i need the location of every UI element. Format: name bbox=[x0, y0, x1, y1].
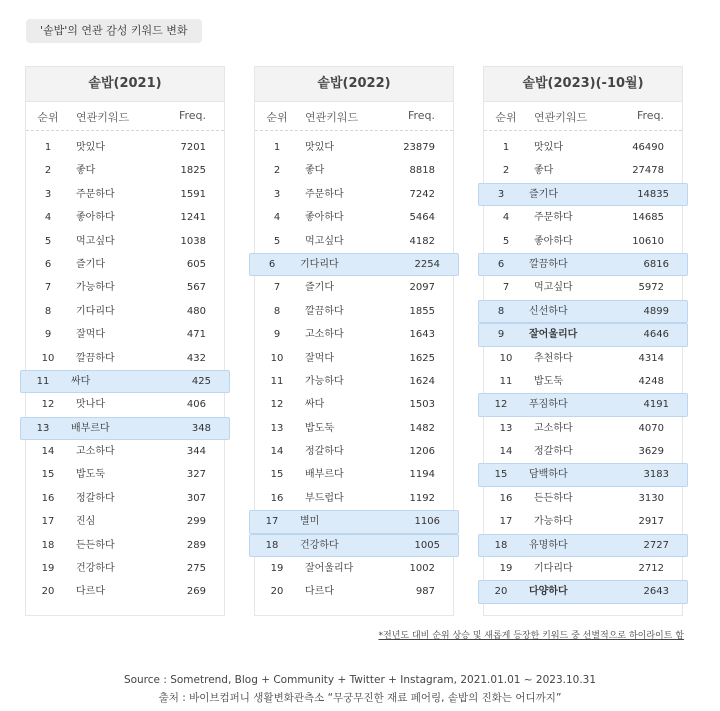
freq-cell: 23879 bbox=[403, 142, 435, 153]
keyword-cell: 밥도둑 bbox=[76, 469, 105, 481]
table-row bbox=[26, 300, 224, 323]
freq-header: Freq. bbox=[178, 109, 206, 122]
table-row bbox=[26, 347, 224, 370]
table-row bbox=[255, 276, 453, 299]
table-row bbox=[255, 393, 453, 416]
highlighted-table-row bbox=[478, 534, 688, 557]
keyword-cell: 잘먹다 bbox=[305, 352, 334, 364]
keyword-cell: 배부르다 bbox=[71, 422, 110, 434]
freq-cell: 1825 bbox=[180, 165, 206, 177]
freq-cell: 1005 bbox=[414, 539, 440, 551]
keyword-cell: 건강하다 bbox=[300, 539, 339, 551]
rank-cell: 7 bbox=[44, 282, 52, 294]
keyword-cell: 고소하다 bbox=[534, 422, 573, 434]
table-row bbox=[255, 159, 453, 182]
rank-cell: 3 bbox=[44, 188, 52, 200]
keyword-cell: 담백하다 bbox=[529, 469, 568, 481]
keyword-cell: 좋다 bbox=[76, 165, 96, 177]
table-row bbox=[26, 580, 224, 603]
freq-cell: 344 bbox=[186, 446, 206, 458]
table-row bbox=[255, 557, 453, 580]
header-tag: '솥밥'의 연관 감성 키워드 변화 bbox=[26, 19, 202, 43]
rank-header: 순위 bbox=[37, 111, 59, 124]
keyword-cell: 든든하다 bbox=[76, 539, 115, 551]
freq-cell: 4191 bbox=[643, 399, 669, 411]
rank-header: 순위 bbox=[266, 111, 288, 124]
keyword-cell: 잘어울리다 bbox=[305, 563, 354, 575]
highlighted-table-row bbox=[478, 183, 688, 206]
rank-cell: 19 bbox=[270, 563, 284, 575]
freq-cell: 2727 bbox=[643, 539, 669, 551]
rank-cell: 14 bbox=[499, 446, 513, 458]
freq-cell: 299 bbox=[186, 516, 206, 528]
table-row bbox=[484, 487, 682, 510]
rank-cell: 6 bbox=[268, 258, 276, 270]
rank-cell: 8 bbox=[44, 305, 52, 317]
rank-cell: 3 bbox=[497, 188, 505, 200]
freq-cell: 5464 bbox=[409, 212, 435, 224]
rank-cell: 13 bbox=[36, 422, 50, 434]
freq-cell: 307 bbox=[186, 492, 206, 504]
rank-cell: 15 bbox=[270, 469, 284, 481]
rank-cell: 10 bbox=[499, 352, 513, 364]
table-row bbox=[255, 347, 453, 370]
keyword-cell: 싸다 bbox=[305, 399, 325, 411]
freq-cell: 3183 bbox=[643, 469, 669, 481]
table-row bbox=[484, 230, 682, 253]
rank-cell: 7 bbox=[502, 282, 510, 294]
keyword-cell: 다르다 bbox=[76, 586, 105, 598]
freq-header: Freq. bbox=[636, 109, 664, 122]
freq-cell: 4899 bbox=[643, 305, 669, 317]
table-row bbox=[255, 206, 453, 229]
rank-cell: 11 bbox=[270, 375, 284, 387]
keyword-cell: 기다리다 bbox=[76, 305, 115, 317]
rank-cell: 5 bbox=[44, 235, 52, 247]
table-row bbox=[484, 206, 682, 229]
freq-cell: 1591 bbox=[180, 188, 206, 200]
keyword-cell: 먹고싶다 bbox=[305, 235, 344, 247]
freq-cell: 1482 bbox=[409, 422, 435, 434]
keyword-cell: 맛나다 bbox=[76, 399, 105, 411]
rank-cell: 6 bbox=[497, 258, 505, 270]
freq-cell: 4314 bbox=[638, 352, 664, 364]
keyword-cell: 다르다 bbox=[305, 586, 334, 598]
keyword-cell: 정갈하다 bbox=[76, 492, 115, 504]
highlighted-table-row bbox=[20, 370, 230, 393]
table-row bbox=[26, 230, 224, 253]
table-row bbox=[26, 393, 224, 416]
table-row bbox=[484, 440, 682, 463]
keyword-cell: 잘먹다 bbox=[76, 329, 105, 341]
table-row bbox=[255, 487, 453, 510]
keyword-cell: 가능하다 bbox=[76, 282, 115, 294]
table-row bbox=[255, 136, 453, 159]
rank-cell: 6 bbox=[44, 258, 52, 270]
table-row bbox=[484, 417, 682, 440]
table-title: 솥밥(2022) bbox=[255, 67, 453, 102]
rank-cell: 4 bbox=[502, 212, 510, 224]
freq-cell: 1192 bbox=[409, 492, 435, 504]
keyword-cell: 밥도둑 bbox=[305, 422, 334, 434]
freq-cell: 480 bbox=[186, 305, 206, 317]
keyword-cell: 즐기다 bbox=[529, 188, 558, 200]
highlighted-table-row bbox=[20, 417, 230, 440]
keyword-cell: 좋아하다 bbox=[305, 212, 344, 224]
rank-cell: 2 bbox=[273, 165, 281, 177]
highlighted-table-row bbox=[478, 393, 688, 416]
freq-cell: 5972 bbox=[638, 282, 664, 294]
freq-cell: 1643 bbox=[409, 329, 435, 341]
keyword-cell: 주문하다 bbox=[305, 188, 344, 200]
keyword-cell: 유명하다 bbox=[529, 539, 568, 551]
table-row bbox=[26, 510, 224, 533]
rank-cell: 18 bbox=[41, 539, 55, 551]
freq-cell: 605 bbox=[186, 258, 206, 270]
freq-cell: 327 bbox=[186, 469, 206, 481]
table-row bbox=[484, 159, 682, 182]
freq-cell: 8818 bbox=[409, 165, 435, 177]
keyword-cell: 든든하다 bbox=[534, 492, 573, 504]
freq-cell: 1194 bbox=[409, 469, 435, 481]
freq-header: Freq. bbox=[407, 109, 435, 122]
table-row bbox=[26, 276, 224, 299]
rank-cell: 12 bbox=[270, 399, 284, 411]
keyword-cell: 좋아하다 bbox=[76, 212, 115, 224]
table-row bbox=[484, 510, 682, 533]
rank-cell: 5 bbox=[502, 235, 510, 247]
rank-cell: 2 bbox=[502, 165, 510, 177]
keyword-table-1 bbox=[25, 66, 225, 616]
rank-cell: 15 bbox=[41, 469, 55, 481]
table-row bbox=[255, 463, 453, 486]
highlighted-table-row bbox=[478, 300, 688, 323]
freq-cell: 46490 bbox=[632, 142, 664, 153]
freq-cell: 14835 bbox=[637, 188, 669, 200]
rank-cell: 17 bbox=[499, 516, 513, 528]
rank-cell: 10 bbox=[41, 352, 55, 364]
keyword-cell: 맛있다 bbox=[76, 142, 105, 153]
highlighted-table-row bbox=[249, 510, 459, 533]
highlighted-table-row bbox=[478, 463, 688, 486]
keyword-cell: 진심 bbox=[76, 516, 96, 528]
freq-cell: 348 bbox=[191, 422, 211, 434]
freq-cell: 3629 bbox=[638, 446, 664, 458]
table-header bbox=[484, 102, 682, 131]
freq-cell: 987 bbox=[415, 586, 435, 598]
freq-cell: 289 bbox=[186, 539, 206, 551]
table-row bbox=[255, 580, 453, 603]
table-row bbox=[484, 347, 682, 370]
rank-cell: 12 bbox=[41, 399, 55, 411]
freq-cell: 1038 bbox=[180, 235, 206, 247]
keyword-cell: 부드럽다 bbox=[305, 492, 344, 504]
rank-cell: 8 bbox=[273, 305, 281, 317]
keyword-header: 연관키워드 bbox=[305, 111, 359, 124]
rank-cell: 19 bbox=[499, 563, 513, 575]
freq-cell: 406 bbox=[186, 399, 206, 411]
table-row bbox=[26, 440, 224, 463]
source-line: Source : Sometrend, Blog + Community + Twitter + Instagram, 2021.01.01 ~ 2023.10.31 bbox=[123, 674, 597, 686]
freq-cell: 1624 bbox=[409, 375, 435, 387]
rank-cell: 16 bbox=[41, 492, 55, 504]
keyword-cell: 밥도둑 bbox=[534, 375, 563, 387]
rank-cell: 3 bbox=[273, 188, 281, 200]
table-row bbox=[26, 183, 224, 206]
freq-cell: 7201 bbox=[180, 142, 206, 153]
rank-cell: 19 bbox=[41, 563, 55, 575]
table-row bbox=[26, 534, 224, 557]
table-row bbox=[255, 230, 453, 253]
table-row bbox=[26, 206, 224, 229]
highlighted-table-row bbox=[249, 534, 459, 557]
table-row bbox=[255, 300, 453, 323]
freq-cell: 1206 bbox=[409, 446, 435, 458]
keyword-header: 연관키워드 bbox=[534, 111, 588, 124]
keyword-cell: 배부르다 bbox=[305, 469, 344, 481]
table-row bbox=[26, 557, 224, 580]
rank-cell: 13 bbox=[499, 422, 513, 434]
freq-cell: 1503 bbox=[409, 399, 435, 411]
table-title: 솥밥(2021) bbox=[26, 67, 224, 102]
rank-cell: 8 bbox=[497, 305, 505, 317]
rank-cell: 20 bbox=[270, 586, 284, 598]
rank-cell: 9 bbox=[273, 329, 281, 341]
rank-cell: 10 bbox=[270, 352, 284, 364]
freq-cell: 2917 bbox=[638, 516, 664, 528]
keyword-cell: 건강하다 bbox=[76, 563, 115, 575]
highlighted-table-row bbox=[478, 580, 688, 603]
table-row bbox=[26, 487, 224, 510]
table-row bbox=[26, 136, 224, 159]
keyword-cell: 좋다 bbox=[534, 165, 554, 177]
table-row bbox=[484, 276, 682, 299]
keyword-cell: 깔끔하다 bbox=[76, 352, 115, 364]
keyword-cell: 즐기다 bbox=[76, 258, 105, 270]
freq-cell: 269 bbox=[186, 586, 206, 598]
footnote: *전년도 대비 순위 상승 및 새롭게 등장한 키워드 중 선별적으로 하이라이트 함 bbox=[378, 631, 684, 641]
freq-cell: 1625 bbox=[409, 352, 435, 364]
freq-cell: 4646 bbox=[643, 329, 669, 341]
table-row bbox=[26, 323, 224, 346]
keyword-cell: 푸짐하다 bbox=[529, 399, 568, 411]
keyword-cell: 가능하다 bbox=[534, 516, 573, 528]
freq-cell: 1106 bbox=[414, 516, 440, 528]
table-row bbox=[26, 159, 224, 182]
keyword-cell: 먹고싶다 bbox=[76, 235, 115, 247]
keyword-cell: 가능하다 bbox=[305, 375, 344, 387]
freq-cell: 471 bbox=[186, 329, 206, 341]
freq-cell: 425 bbox=[191, 375, 211, 387]
freq-cell: 2254 bbox=[414, 258, 440, 270]
table-row bbox=[26, 463, 224, 486]
keyword-cell: 깔끔하다 bbox=[305, 305, 344, 317]
keyword-cell: 고소하다 bbox=[305, 329, 344, 341]
keyword-header: 연관키워드 bbox=[76, 111, 130, 124]
rank-cell: 14 bbox=[270, 446, 284, 458]
table-row bbox=[255, 183, 453, 206]
freq-cell: 275 bbox=[186, 563, 206, 575]
rank-cell: 1 bbox=[502, 142, 510, 153]
keyword-cell: 맛있다 bbox=[534, 142, 563, 153]
freq-cell: 10610 bbox=[632, 235, 664, 247]
table-title: 솥밥(2023)(-10월) bbox=[484, 67, 682, 102]
keyword-cell: 다양하다 bbox=[529, 586, 568, 598]
table-row bbox=[255, 370, 453, 393]
freq-cell: 6816 bbox=[643, 258, 669, 270]
rank-cell: 14 bbox=[41, 446, 55, 458]
freq-cell: 4182 bbox=[409, 235, 435, 247]
rank-cell: 4 bbox=[273, 212, 281, 224]
rank-cell: 16 bbox=[270, 492, 284, 504]
highlighted-table-row bbox=[478, 323, 688, 346]
freq-cell: 7242 bbox=[409, 188, 435, 200]
keyword-cell: 기다리다 bbox=[300, 258, 339, 270]
freq-cell: 4248 bbox=[638, 375, 664, 387]
table-row bbox=[484, 370, 682, 393]
rank-cell: 12 bbox=[494, 399, 508, 411]
rank-cell: 11 bbox=[499, 375, 513, 387]
keyword-cell: 맛있다 bbox=[305, 142, 334, 153]
rank-cell: 7 bbox=[273, 282, 281, 294]
table-row bbox=[26, 253, 224, 276]
freq-cell: 14685 bbox=[632, 212, 664, 224]
rank-cell: 1 bbox=[44, 142, 52, 153]
keyword-cell: 기다리다 bbox=[534, 563, 573, 575]
keyword-cell: 신선하다 bbox=[529, 305, 568, 317]
rank-cell: 15 bbox=[494, 469, 508, 481]
freq-cell: 3130 bbox=[638, 492, 664, 504]
rank-cell: 9 bbox=[44, 329, 52, 341]
table-row bbox=[255, 417, 453, 440]
keyword-cell: 추천하다 bbox=[534, 352, 573, 364]
freq-cell: 432 bbox=[186, 352, 206, 364]
keyword-table-3 bbox=[483, 66, 683, 616]
keyword-cell: 좋아하다 bbox=[534, 235, 573, 247]
rank-cell: 1 bbox=[273, 142, 281, 153]
table-header bbox=[255, 102, 453, 131]
rank-cell: 16 bbox=[499, 492, 513, 504]
keyword-cell: 먹고싶다 bbox=[534, 282, 573, 294]
rank-cell: 17 bbox=[265, 516, 279, 528]
keyword-cell: 잘어울리다 bbox=[529, 329, 578, 341]
freq-cell: 1855 bbox=[409, 305, 435, 317]
table-row bbox=[484, 136, 682, 159]
rank-cell: 9 bbox=[497, 329, 505, 341]
origin-line: 출처 : 바이브컴퍼니 생활변화관측소 “무궁무진한 재료 페어링, 솥밥의 진화는 어디까지” bbox=[158, 692, 562, 704]
freq-cell: 27478 bbox=[632, 165, 664, 177]
highlighted-table-row bbox=[478, 253, 688, 276]
keyword-cell: 주문하다 bbox=[534, 212, 573, 224]
freq-cell: 1241 bbox=[180, 212, 206, 224]
freq-cell: 2643 bbox=[643, 586, 669, 598]
rank-cell: 2 bbox=[44, 165, 52, 177]
keyword-cell: 깔끔하다 bbox=[529, 258, 568, 270]
freq-cell: 4070 bbox=[638, 422, 664, 434]
keyword-cell: 싸다 bbox=[71, 375, 91, 387]
freq-cell: 2712 bbox=[638, 563, 664, 575]
rank-cell: 5 bbox=[273, 235, 281, 247]
table-row bbox=[255, 323, 453, 346]
keyword-cell: 정갈하다 bbox=[534, 446, 573, 458]
keyword-cell: 별미 bbox=[300, 516, 320, 528]
rank-cell: 20 bbox=[494, 586, 508, 598]
rank-header: 순위 bbox=[495, 111, 517, 124]
table-header bbox=[26, 102, 224, 131]
table-row bbox=[255, 440, 453, 463]
rank-cell: 11 bbox=[36, 375, 50, 387]
keyword-cell: 고소하다 bbox=[76, 446, 115, 458]
keyword-cell: 좋다 bbox=[305, 165, 325, 177]
freq-cell: 567 bbox=[186, 282, 206, 294]
rank-cell: 4 bbox=[44, 212, 52, 224]
keyword-cell: 주문하다 bbox=[76, 188, 115, 200]
keyword-table-2 bbox=[254, 66, 454, 616]
keyword-cell: 정갈하다 bbox=[305, 446, 344, 458]
table-row bbox=[484, 557, 682, 580]
rank-cell: 17 bbox=[41, 516, 55, 528]
rank-cell: 18 bbox=[494, 539, 508, 551]
freq-cell: 2097 bbox=[409, 282, 435, 294]
rank-cell: 13 bbox=[270, 422, 284, 434]
highlighted-table-row bbox=[249, 253, 459, 276]
rank-cell: 20 bbox=[41, 586, 55, 598]
rank-cell: 18 bbox=[265, 539, 279, 551]
keyword-cell: 즐기다 bbox=[305, 282, 334, 294]
freq-cell: 1002 bbox=[409, 563, 435, 575]
